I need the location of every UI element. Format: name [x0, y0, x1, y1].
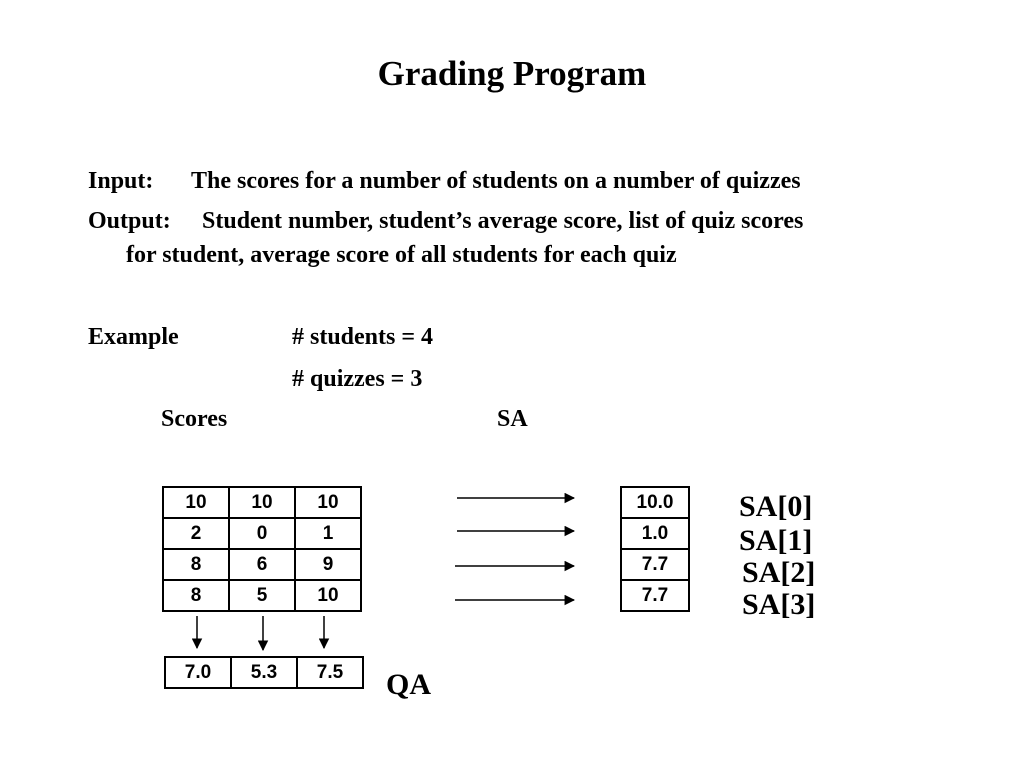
sa-cell: 10.0 [621, 487, 689, 518]
score-cell: 10 [295, 487, 361, 518]
sa-cell: 1.0 [621, 518, 689, 549]
score-cell: 1 [295, 518, 361, 549]
score-cell: 6 [229, 549, 295, 580]
score-cell: 2 [163, 518, 229, 549]
qa-cell: 7.5 [297, 657, 363, 688]
page-title: Grading Program [377, 54, 647, 93]
score-cell: 9 [295, 549, 361, 580]
qa-label: QA [386, 668, 431, 701]
score-cell: 10 [229, 487, 295, 518]
output-label: Output: [88, 208, 171, 234]
score-cell: 8 [163, 549, 229, 580]
score-cell: 8 [163, 580, 229, 611]
score-cell: 10 [163, 487, 229, 518]
score-cell: 10 [295, 580, 361, 611]
sa-label: SA [497, 406, 528, 432]
qa-cell: 7.0 [165, 657, 231, 688]
quizzes-count: # quizzes = 3 [292, 366, 423, 392]
qa-cell: 5.3 [231, 657, 297, 688]
sa-index-1: SA[1] [739, 524, 813, 557]
output-text-line2: for student, average score of all students for each quiz [126, 242, 677, 268]
sa-cell: 7.7 [621, 580, 689, 611]
output-text-line1: Student number, student’s average score, list of quiz scores [202, 208, 804, 234]
sa-cell: 7.7 [621, 549, 689, 580]
input-label: Input: [88, 168, 154, 194]
students-count: # students = 4 [292, 324, 434, 350]
scores-label: Scores [161, 406, 228, 432]
score-cell: 0 [229, 518, 295, 549]
score-cell: 5 [229, 580, 295, 611]
sa-index-3: SA[3] [742, 588, 816, 621]
example-label: Example [88, 324, 179, 350]
input-text: The scores for a number of students on a number of quizzes [191, 168, 801, 194]
sa-index-2: SA[2] [742, 556, 816, 589]
sa-index-0: SA[0] [739, 490, 813, 523]
